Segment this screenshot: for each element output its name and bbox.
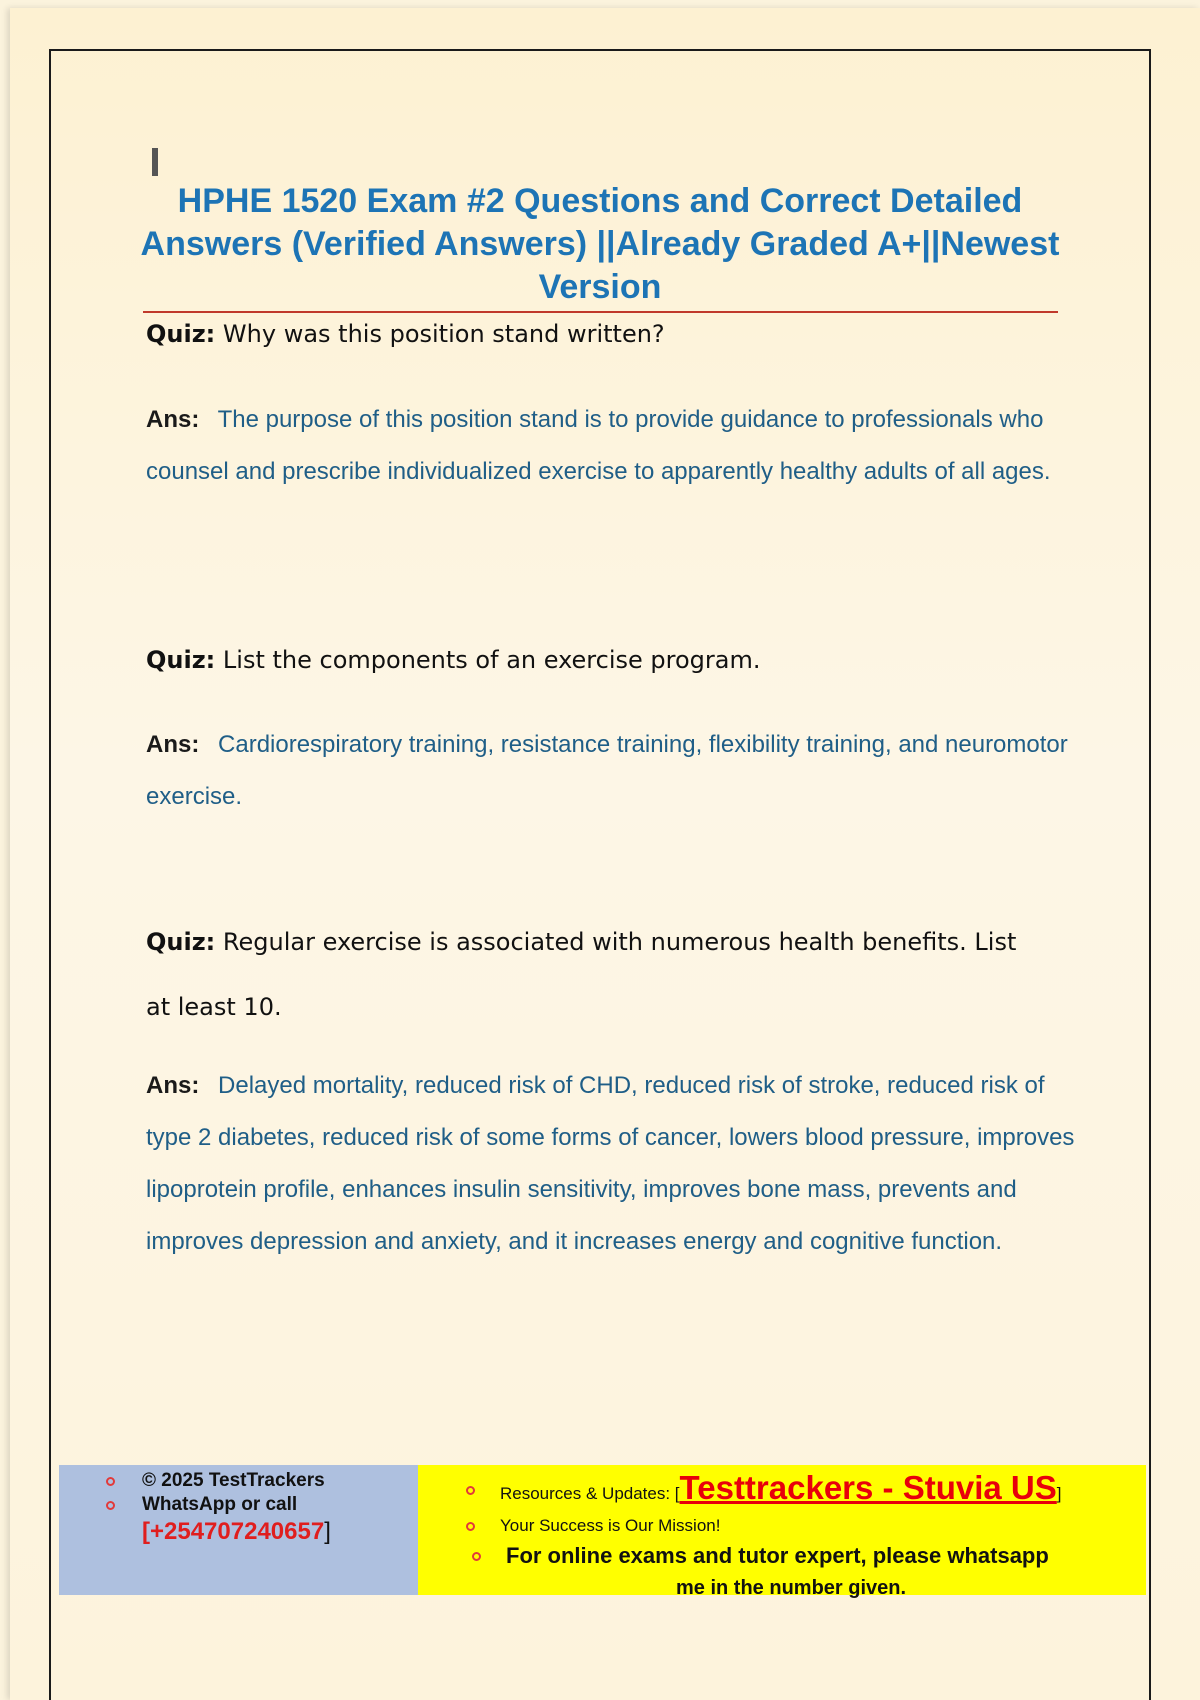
mission-item — [418, 1514, 1146, 1539]
resources-item — [418, 1469, 1146, 1514]
footer-contact-box — [59, 1465, 418, 1595]
question-2 — [146, 646, 1076, 674]
question-text: List the components of an exercise program. — [222, 646, 761, 674]
expert-item — [418, 1539, 1146, 1605]
contact-text: WhatsApp or call — [142, 1494, 298, 1515]
copyright-text: © 2025 TestTrackers — [142, 1470, 325, 1491]
answer-label: Ans: — [146, 406, 200, 433]
question-1 — [146, 320, 1076, 348]
resources-close: ] — [1056, 1484, 1062, 1503]
answer-label: Ans: — [146, 1072, 200, 1099]
answer-1 — [146, 394, 1076, 498]
quiz-label: Quiz: — [146, 320, 216, 348]
answer-text: Cardiorespiratory training, resistance training, flexibility training, and neuromotor exercise. — [146, 731, 1068, 810]
question-text: Regular exercise is associated with numerous health benefits. List at least 10. — [146, 928, 1017, 1021]
expert-line-1: For online exams and tutor expert, please whatsapp — [506, 1543, 1049, 1568]
document-title: HPHE 1520 Exam #2 Questions and Correct Detailed Answers (Verified Answers) ||Already Graded A+||Newest Version — [140, 182, 1060, 306]
answer-text: Delayed mortality, reduced risk of CHD, reduced risk of stroke, reduced risk of type 2 diabetes, reduced risk of some forms of cancer, lowers blood pressure, improves lipoprotein profile, enhances insulin sensitivity, improves bone mass, prevents and improves depression and anxiety, and it increases energy and cognitive function. — [146, 1072, 1075, 1255]
phone-digits: +254707240657 — [150, 1518, 325, 1545]
resources-label: Resources & Updates: [ — [500, 1484, 680, 1503]
bracket-open: [ — [142, 1518, 150, 1545]
expert-line-2: me in the number given. — [676, 1577, 907, 1599]
mission-text: Your Success is Our Mission! — [500, 1516, 721, 1535]
contact-item — [59, 1493, 418, 1517]
circle-bullet-icon — [466, 1522, 475, 1531]
question-3 — [146, 910, 1046, 1040]
circle-bullet-icon — [472, 1552, 481, 1561]
quiz-label: Quiz: — [146, 646, 216, 674]
text-cursor — [152, 148, 158, 176]
answer-text: The purpose of this position stand is to provide guidance to professionals who counsel and prescribe individualized exercise to apparently healthy adults of all ages. — [146, 406, 1051, 485]
phone-number[interactable] — [142, 1518, 331, 1545]
bracket-close: ] — [324, 1518, 331, 1545]
answer-3 — [146, 1060, 1076, 1268]
quiz-label: Quiz: — [146, 928, 216, 956]
phone-item — [59, 1517, 418, 1549]
answer-2 — [146, 719, 1076, 823]
title-underline — [143, 311, 1058, 313]
answer-label: Ans: — [146, 731, 200, 758]
circle-bullet-icon — [106, 1501, 115, 1510]
circle-bullet-icon — [106, 1477, 115, 1486]
question-text: Why was this position stand written? — [222, 320, 665, 348]
stuvia-link[interactable]: Testtrackers - Stuvia US — [679, 1469, 1057, 1506]
footer-resources-box — [418, 1465, 1146, 1599]
circle-bullet-icon — [466, 1486, 475, 1495]
copyright-item — [59, 1469, 418, 1493]
